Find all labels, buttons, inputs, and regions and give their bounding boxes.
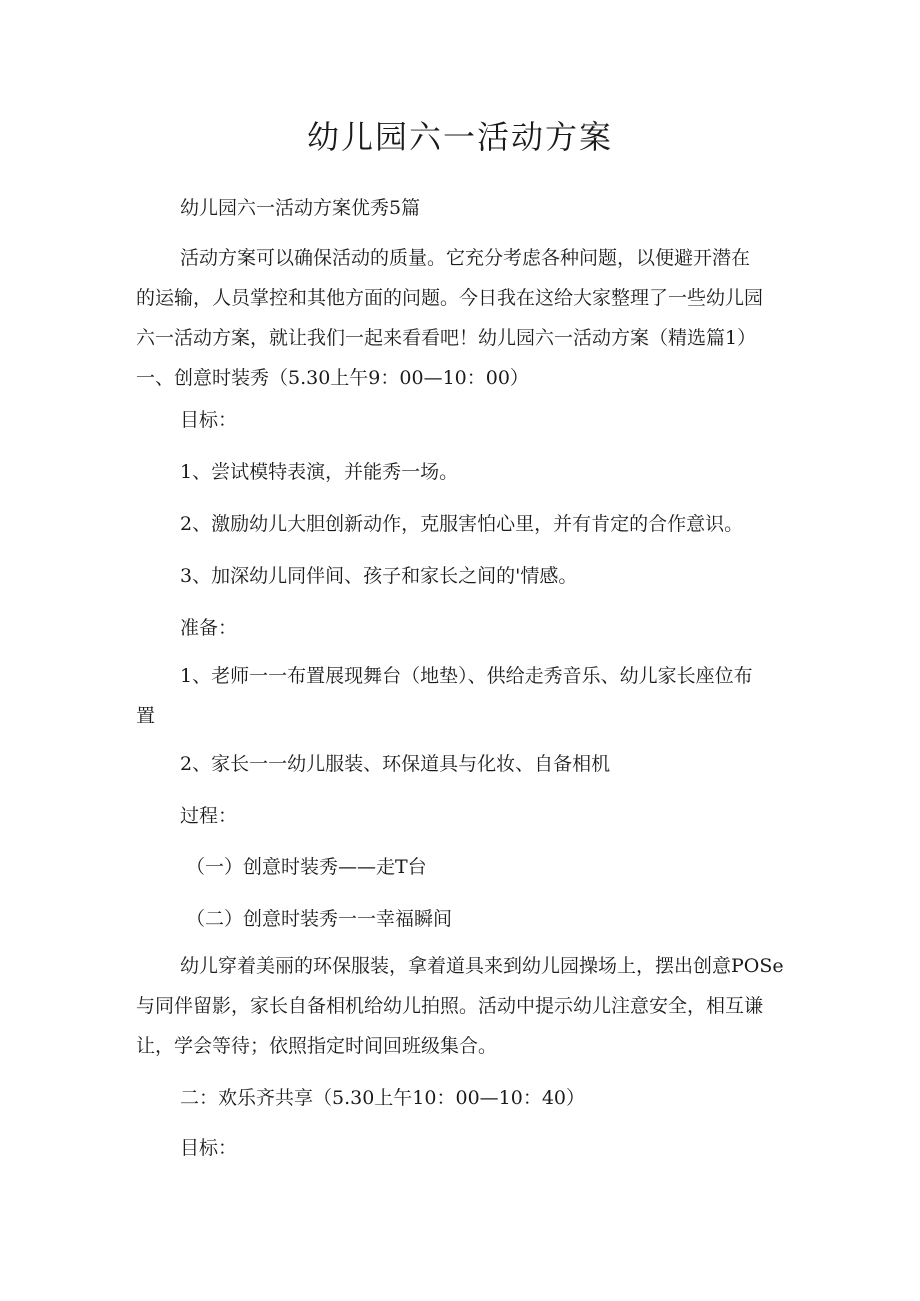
prep-line: 置 bbox=[136, 705, 156, 727]
process-step: （二）创意时装秀一一幸福瞬间 bbox=[186, 908, 453, 930]
document-subtitle: 幼儿园六一活动方案优秀5篇 bbox=[180, 197, 421, 219]
intro-line: 六一活动方案，就让我们一起来看看吧！幼儿园六一活动方案（精选篇1） bbox=[136, 327, 757, 349]
goal-heading: 目标： bbox=[180, 409, 238, 431]
process-heading: 过程： bbox=[180, 805, 238, 827]
document-title: 幼儿园六一活动方案 bbox=[306, 118, 613, 156]
goal-item: 2、激励幼儿大胆创新动作，克服害怕心里，并有肯定的合作意识。 bbox=[180, 513, 744, 535]
prep-heading: 准备： bbox=[180, 617, 238, 639]
process-line: 与同伴留影，家长自备相机给幼儿拍照。活动中提示幼儿注意安全，相互谦 bbox=[136, 995, 764, 1017]
process-line: 让，学会等待；依照指定时间回班级集合。 bbox=[136, 1035, 498, 1057]
intro-paragraph bbox=[136, 238, 796, 398]
prep-line: 1、老师一一布置展现舞台（地垫）、供给走秀音乐、幼儿家长座位布 bbox=[180, 665, 753, 687]
prep-item bbox=[136, 656, 796, 736]
process-description bbox=[136, 946, 796, 1066]
goal-heading: 目标： bbox=[180, 1137, 238, 1159]
process-line: 幼儿穿着美丽的环保服装，拿着道具来到幼儿园操场上，摆出创意POSe bbox=[180, 955, 784, 977]
goal-item: 3、加深幼儿同伴间、孩子和家长之间的'情感。 bbox=[180, 565, 578, 587]
intro-line: 的运输，人员掌控和其他方面的问题。今日我在这给大家整理了一些幼儿园 bbox=[136, 287, 764, 309]
prep-item: 2、家长一一幼儿服装、环保道具与化妆、自备相机 bbox=[180, 753, 611, 775]
intro-line: 活动方案可以确保活动的质量。它充分考虑各种问题，以便避开潜在 bbox=[180, 247, 751, 269]
goal-item: 1、尝试模特表演，并能秀一场。 bbox=[180, 461, 459, 483]
process-step: （一）创意时装秀——走T台 bbox=[186, 856, 427, 878]
intro-line: 一、创意时装秀（5.30上午9：00—10：00） bbox=[136, 367, 529, 389]
section-heading: 二：欢乐齐共享（5.30上午10：00—10：40） bbox=[180, 1087, 586, 1109]
